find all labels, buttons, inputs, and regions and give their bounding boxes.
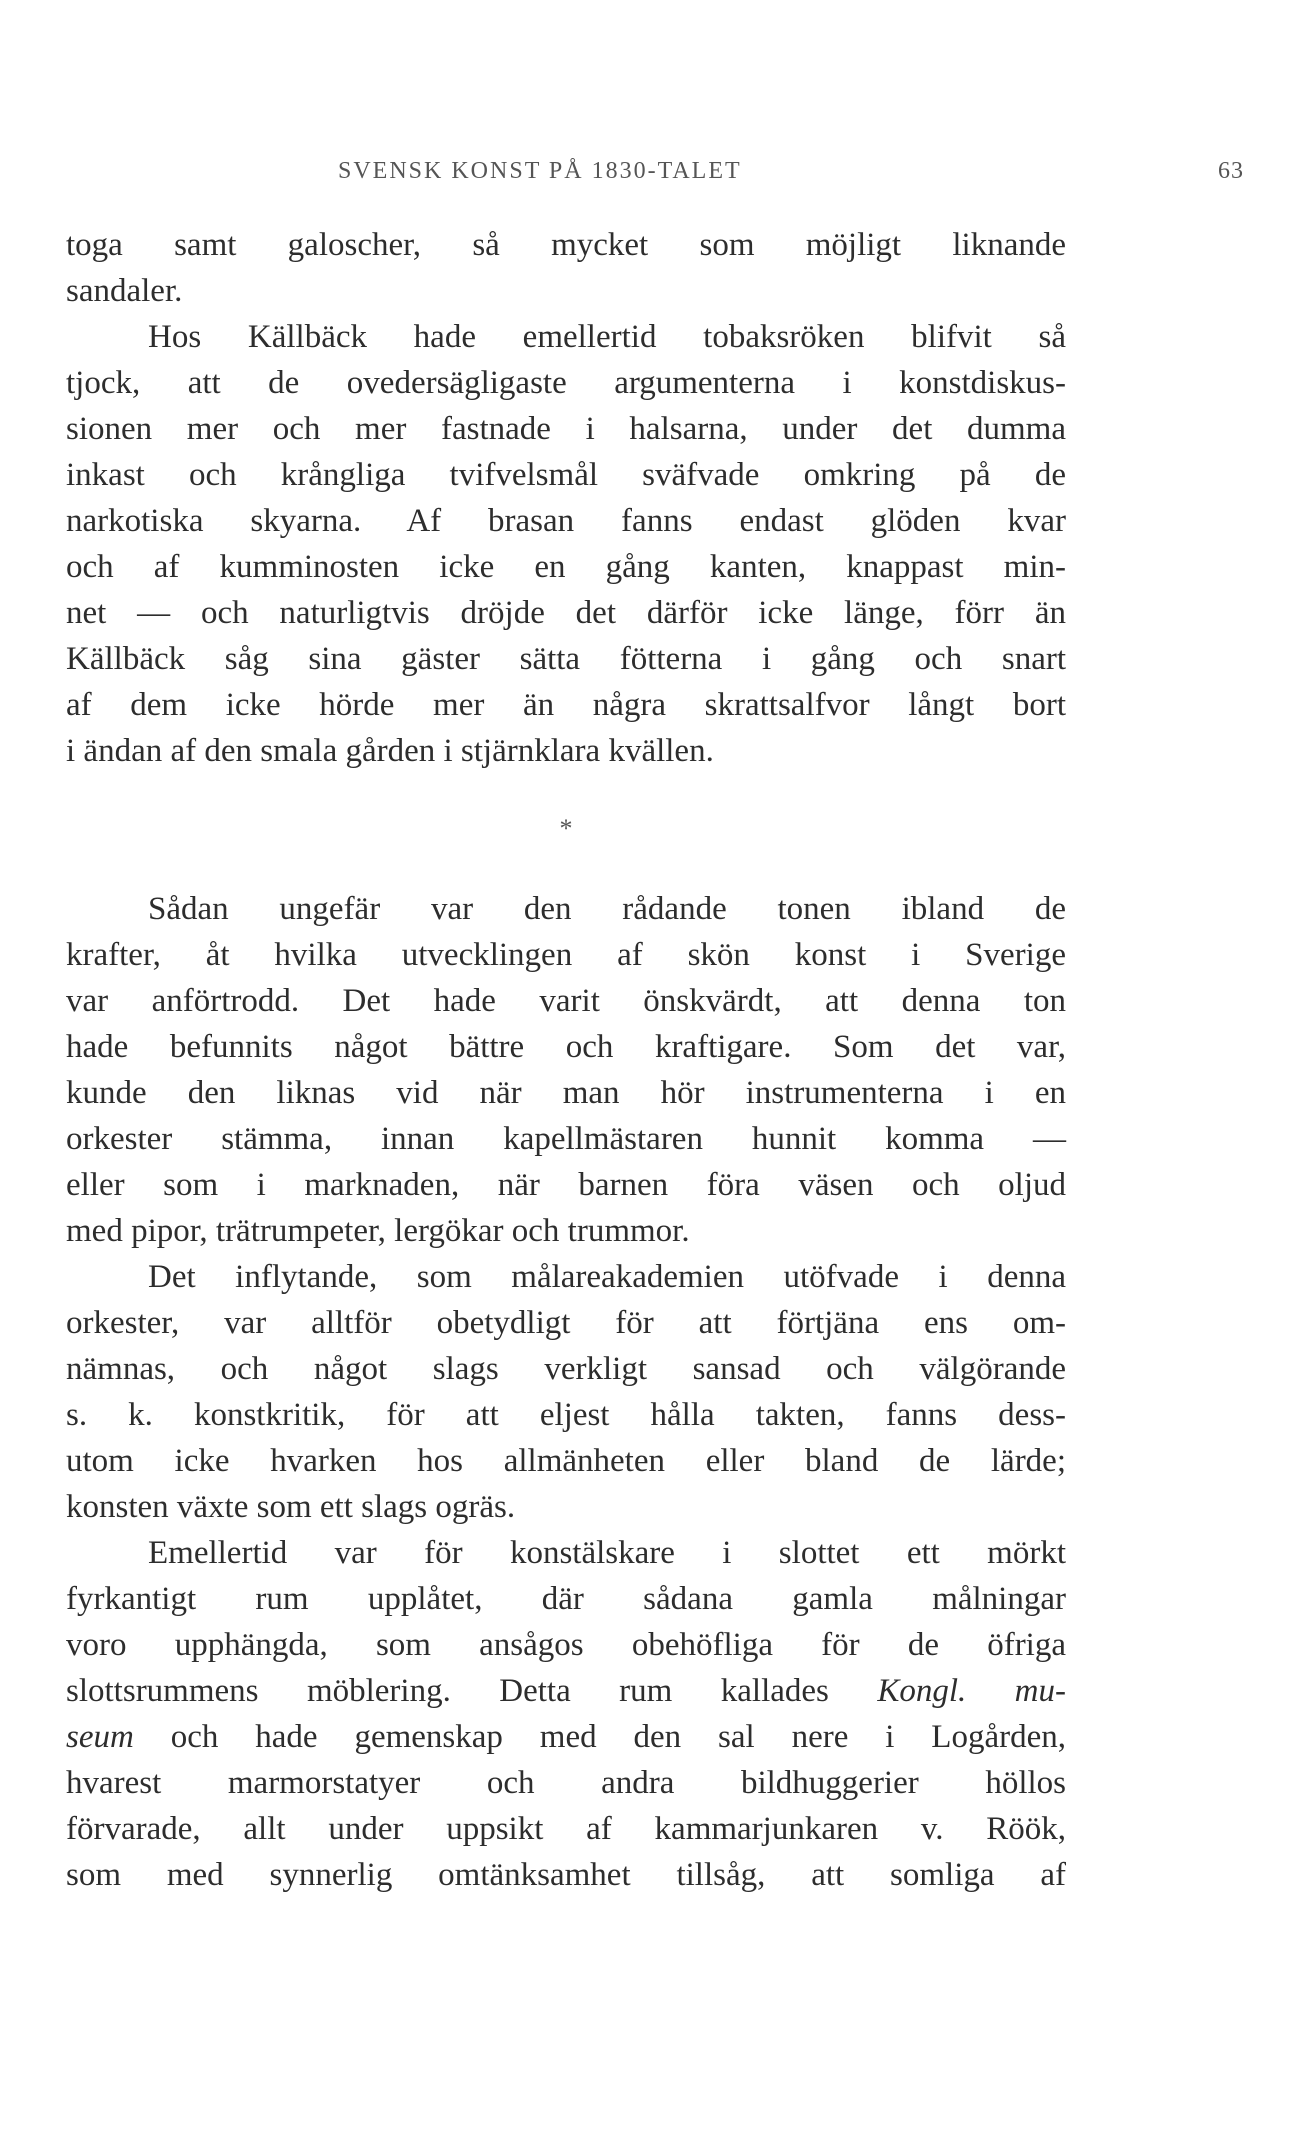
text-line: utom icke hvarken hos allmänheten eller bland de lärde; bbox=[66, 1443, 1066, 1479]
text-line: orkester stämma, innan kapellmästaren hunnit komma — bbox=[66, 1121, 1066, 1157]
text-line: tjock, att de ovedersägligaste argumenterna i konstdiskus- bbox=[66, 365, 1066, 401]
body-text bbox=[66, 222, 1066, 1898]
italic-title: seum bbox=[66, 1719, 134, 1755]
text-line: var anförtrodd. Det hade varit önskvärdt, att denna ton bbox=[66, 983, 1066, 1019]
text-line: af dem icke hörde mer än några skrattsalfvor långt bort bbox=[66, 687, 1066, 723]
text-line: net — och naturligtvis dröjde det därför icke länge, förr än bbox=[66, 595, 1066, 631]
text-line: eller som i marknaden, när barnen föra väsen och oljud bbox=[66, 1167, 1066, 1203]
running-head bbox=[66, 158, 1244, 198]
text-line: Emellertid var för konstälskare i slottet ett mörkt bbox=[148, 1535, 1066, 1571]
text-line: som med synnerlig omtänksamhet tillsåg, att somliga af bbox=[66, 1857, 1066, 1893]
text-line: krafter, åt hvilka utvecklingen af skön konst i Sverige bbox=[66, 937, 1066, 973]
running-title: SVENSK KONST PÅ 1830-TALET bbox=[338, 158, 742, 184]
text-line: kunde den liknas vid när man hör instrumenterna i en bbox=[66, 1075, 1066, 1111]
text-line: hade befunnits något bättre och kraftigare. Som det var, bbox=[66, 1029, 1066, 1065]
text-line: narkotiska skyarna. Af brasan fanns endast glöden kvar bbox=[66, 503, 1066, 539]
text-line: sandaler. bbox=[66, 273, 183, 309]
text-line: toga samt galoscher, så mycket som möjligt liknande bbox=[66, 227, 1066, 263]
text-line: Sådan ungefär var den rådande tonen ibland de bbox=[148, 891, 1066, 927]
text-line: Det inflytande, som målareakademien utöfvade i denna bbox=[148, 1259, 1066, 1295]
text-line: sionen mer och mer fastnade i halsarna, under det dumma bbox=[66, 411, 1066, 447]
text-line: orkester, var alltför obetydligt för att förtjäna ens om- bbox=[66, 1305, 1066, 1341]
paragraph-5 bbox=[66, 1530, 1066, 1898]
text-line: voro upphängda, som ansågos obehöfliga för de öfriga bbox=[66, 1627, 1066, 1663]
text-span: och hade gemenskap med den sal nere i Logården, bbox=[133, 1719, 1066, 1755]
text-line: hvarest marmorstatyer och andra bildhuggerier höllos bbox=[66, 1765, 1066, 1801]
text-line: Källbäck såg sina gäster sätta fötterna i gång och snart bbox=[66, 641, 1066, 677]
text-line: konsten växte som ett slags ogräs. bbox=[66, 1489, 516, 1525]
text-line: med pipor, trätrumpeter, lergökar och trummor. bbox=[66, 1213, 690, 1249]
paragraph-3 bbox=[66, 886, 1066, 1254]
paragraph-1 bbox=[66, 222, 1066, 314]
text-line: förvarade, allt under uppsikt af kammarjunkaren v. Röök, bbox=[66, 1811, 1066, 1847]
text-line: och af kumminosten icke en gång kanten, knappast min- bbox=[66, 549, 1066, 585]
page-number: 63 bbox=[1218, 158, 1244, 184]
text-line: fyrkantigt rum upplåtet, där sådana gamla målningar bbox=[66, 1581, 1066, 1617]
text-line bbox=[66, 1714, 1066, 1760]
section-separator: * bbox=[559, 814, 573, 843]
text-line: s. k. konstkritik, för att eljest hålla takten, fanns dess- bbox=[66, 1397, 1066, 1433]
paragraph-4 bbox=[66, 1254, 1066, 1530]
text-line: i ändan af den smala gården i stjärnklara kvällen. bbox=[66, 733, 714, 769]
text-span: slottsrummens möblering. Detta rum kallades bbox=[66, 1673, 878, 1709]
text-line bbox=[66, 1668, 1066, 1714]
text-line: Hos Källbäck hade emellertid tobaksröken blifvit så bbox=[148, 319, 1066, 355]
spacer bbox=[66, 864, 1066, 886]
text-line: inkast och krångliga tvifvelsmål sväfvade omkring på de bbox=[66, 457, 1066, 493]
text-line: nämnas, och något slags verkligt sansad och välgörande bbox=[66, 1351, 1066, 1387]
paragraph-2 bbox=[66, 314, 1066, 774]
italic-title: Kongl. mu- bbox=[877, 1673, 1066, 1709]
